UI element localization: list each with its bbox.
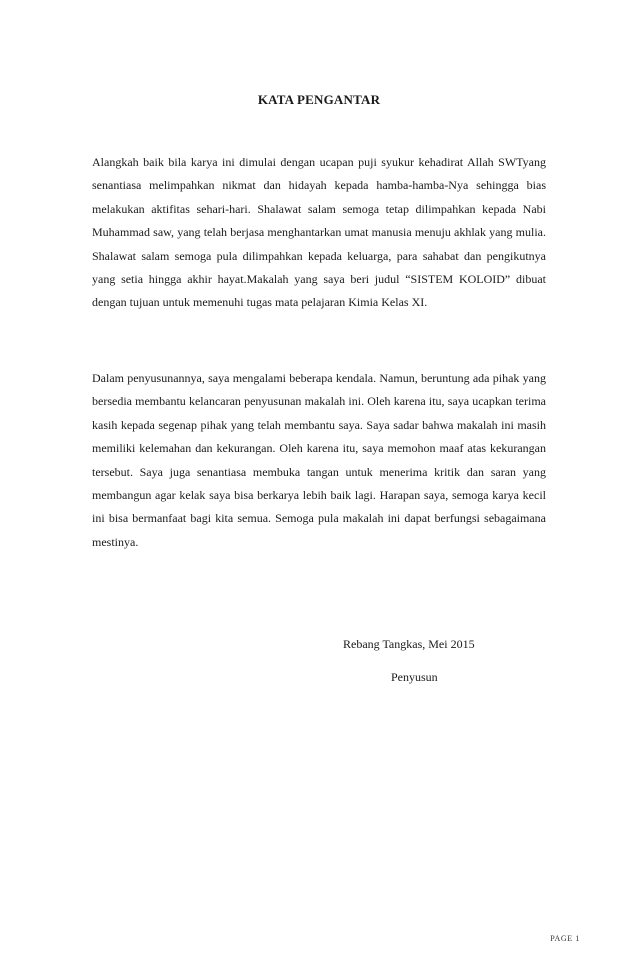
paragraph-1 — [92, 151, 546, 315]
page-title: KATA PENGANTAR — [257, 92, 381, 107]
place-date: Rebang Tangkas, Mei 2015 — [343, 637, 475, 651]
paragraph-2-text: Dalam penyusunannya, saya mengalami beberapa kendala. Namun, beruntung ada pihak yang bersedia membantu kelancaran penyusunan makalah ini. Oleh karena itu, saya ucapkan terima kasih kepada segenap pihak yang telah membantu saya. Saya sadar bahwa makalah ini masih memiliki kelemahan dan kekurangan. Oleh karena itu, saya memohon maaf atas kekurangan tersebut. Saya juga senantiasa membuka tangan untuk menerima kritik dan saran yang membangun agar kelak saya bisa berkarya lebih baik lagi. Harapan saya, semoga karya kecil ini bisa bermanfaat bagi kita semua. Semoga pula makalah ini dapat berfungsi sebagaimana mestinya. — [92, 371, 546, 549]
signature-label: Penyusun — [391, 670, 438, 684]
page-number-footer: PAGE 1 — [550, 934, 580, 943]
paragraph-1-text: Alangkah baik bila karya ini dimulai dengan ucapan puji syukur kehadirat Allah SWTyang senantiasa melimpahkan nikmat dan hidayah kepada hamba-hamba-Nya sehingga bias melakukan aktifitas sehari-hari. Shalawat salam semoga tetap dilimpahkan kepada Nabi Muhammad saw, yang telah berjasa menghantarkan umat manusia menuju akhlak yang mulia. Shalawat salam semoga pula dilimpahkan kepada keluarga, para sahabat dan pengikutnya yang setia hingga akhir hayat.Makalah yang saya beri judul “SISTEM KOLOID” dibuat dengan tujuan untuk memenuhi tugas mata pelajaran Kimia Kelas XI. — [92, 155, 546, 310]
paragraph-2 — [92, 367, 546, 554]
